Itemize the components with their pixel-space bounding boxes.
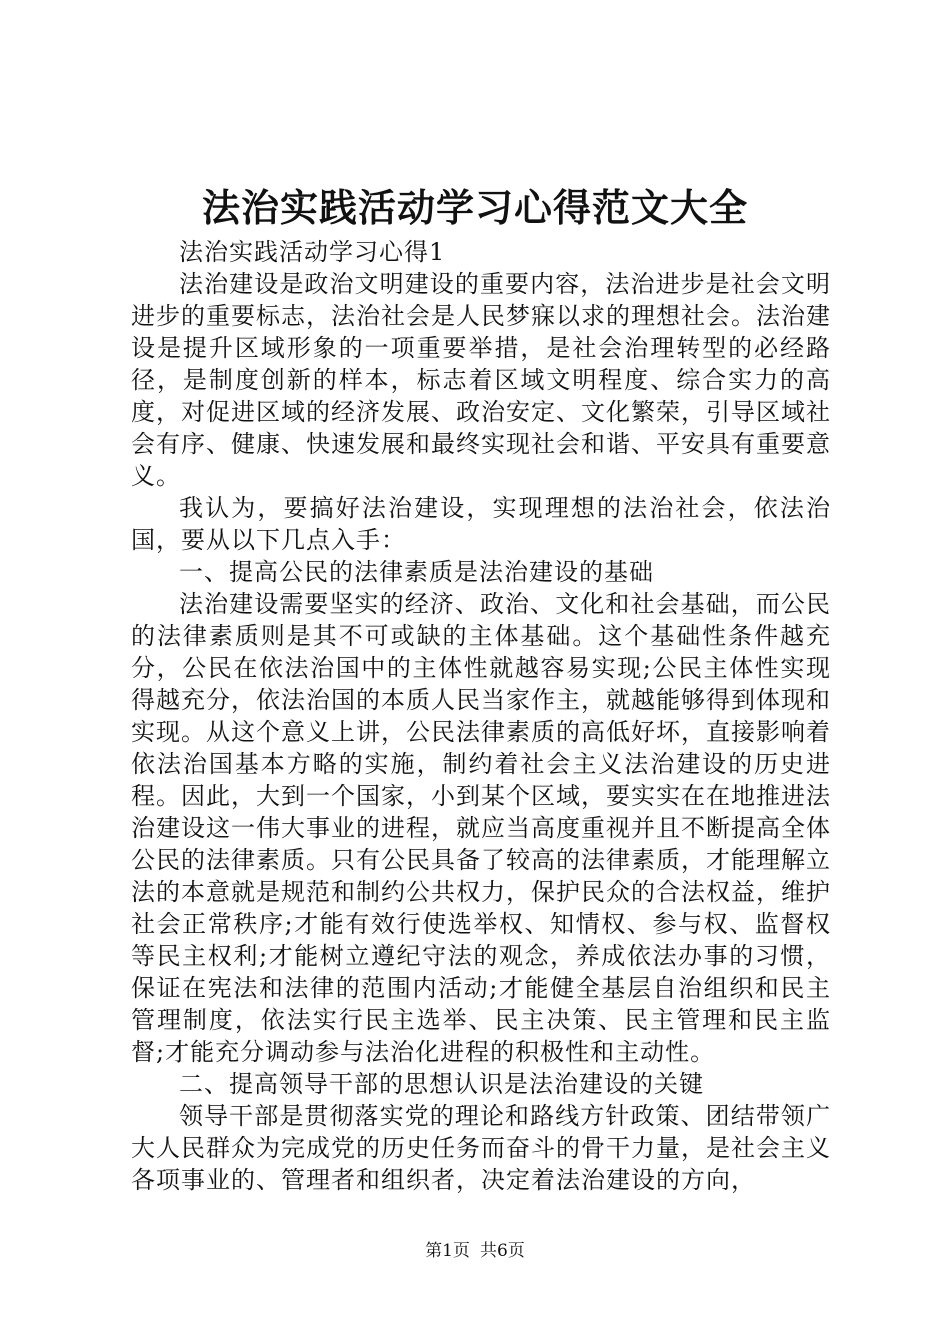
document-body (131, 236, 831, 1196)
document-title: 法治实践活动学习心得范文大全 (201, 185, 748, 230)
section-heading: 法治实践活动学习心得1 (179, 238, 446, 266)
body-paragraph: 法治建设需要坚实的经济、政治、文化和社会基础，而公民的法律素质则是其不可或缺的主体基础。这个基础性条件越充分，公民在依法治国中的主体性就越容易实现;公民主体性实现得越充分，依法治国的本质人民当家作主，就越能够得到体现和实现。从这个意义上讲，公民法律素质的高低好坏，直接影响着依法治国基本方略的实施，制约着社会主义法治建设的历史进程。因此，大到一个国家，小到某个区域，要实实在在地推进法治建设这一伟大事业的进程，就应当高度重视并且不断提高全体公民的法律素质。只有公民具备了较高的法律素质，才能理解立法的本意就是规范和制约公共权力，保护民众的合法权益，维护社会正常秩序;才能有效行使选举权、知情权、参与权、监督权等民主权利;才能树立遵纪守法的观念，养成依法办事的习惯，保证在宪法和法律的范围内活动;才能健全基层自治组织和民主管理制度，依法实行民主选举、民主决策、民主管理和民主监督;才能充分调动参与法治化进程的积极性和主动性。 (131, 590, 831, 1066)
body-paragraph: 我认为，要搞好法治建设，实现理想的法治社会，依法治国，要从以下几点入手： (131, 494, 831, 554)
page-footer (0, 1239, 950, 1263)
page-total: 共6页 (480, 1241, 525, 1261)
subsection-heading: 二、提高领导干部的思想认识是法治建设的关键 (179, 1070, 704, 1098)
page-number: 第1页 (425, 1241, 470, 1261)
subsection-heading: 一、提高公民的法律素质是法治建设的基础 (179, 558, 654, 586)
body-paragraph: 法治建设是政治文明建设的重要内容，法治进步是社会文明进步的重要标志，法治社会是人民梦寐以求的理想社会。法治建设是提升区域形象的一项重要举措，是社会治理转型的必经路径，是制度创新的样本，标志着区域文明程度、综合实力的高度，对促进区域的经济发展、政治安定、文化繁荣，引导区域社会有序、健康、快速发展和最终实现社会和谐、平安具有重要意义。 (131, 270, 831, 490)
body-paragraph: 领导干部是贯彻落实党的理论和路线方针政策、团结带领广大人民群众为完成党的历史任务而奋斗的骨干力量，是社会主义各项事业的、管理者和组织者，决定着法治建设的方向， (131, 1102, 831, 1194)
